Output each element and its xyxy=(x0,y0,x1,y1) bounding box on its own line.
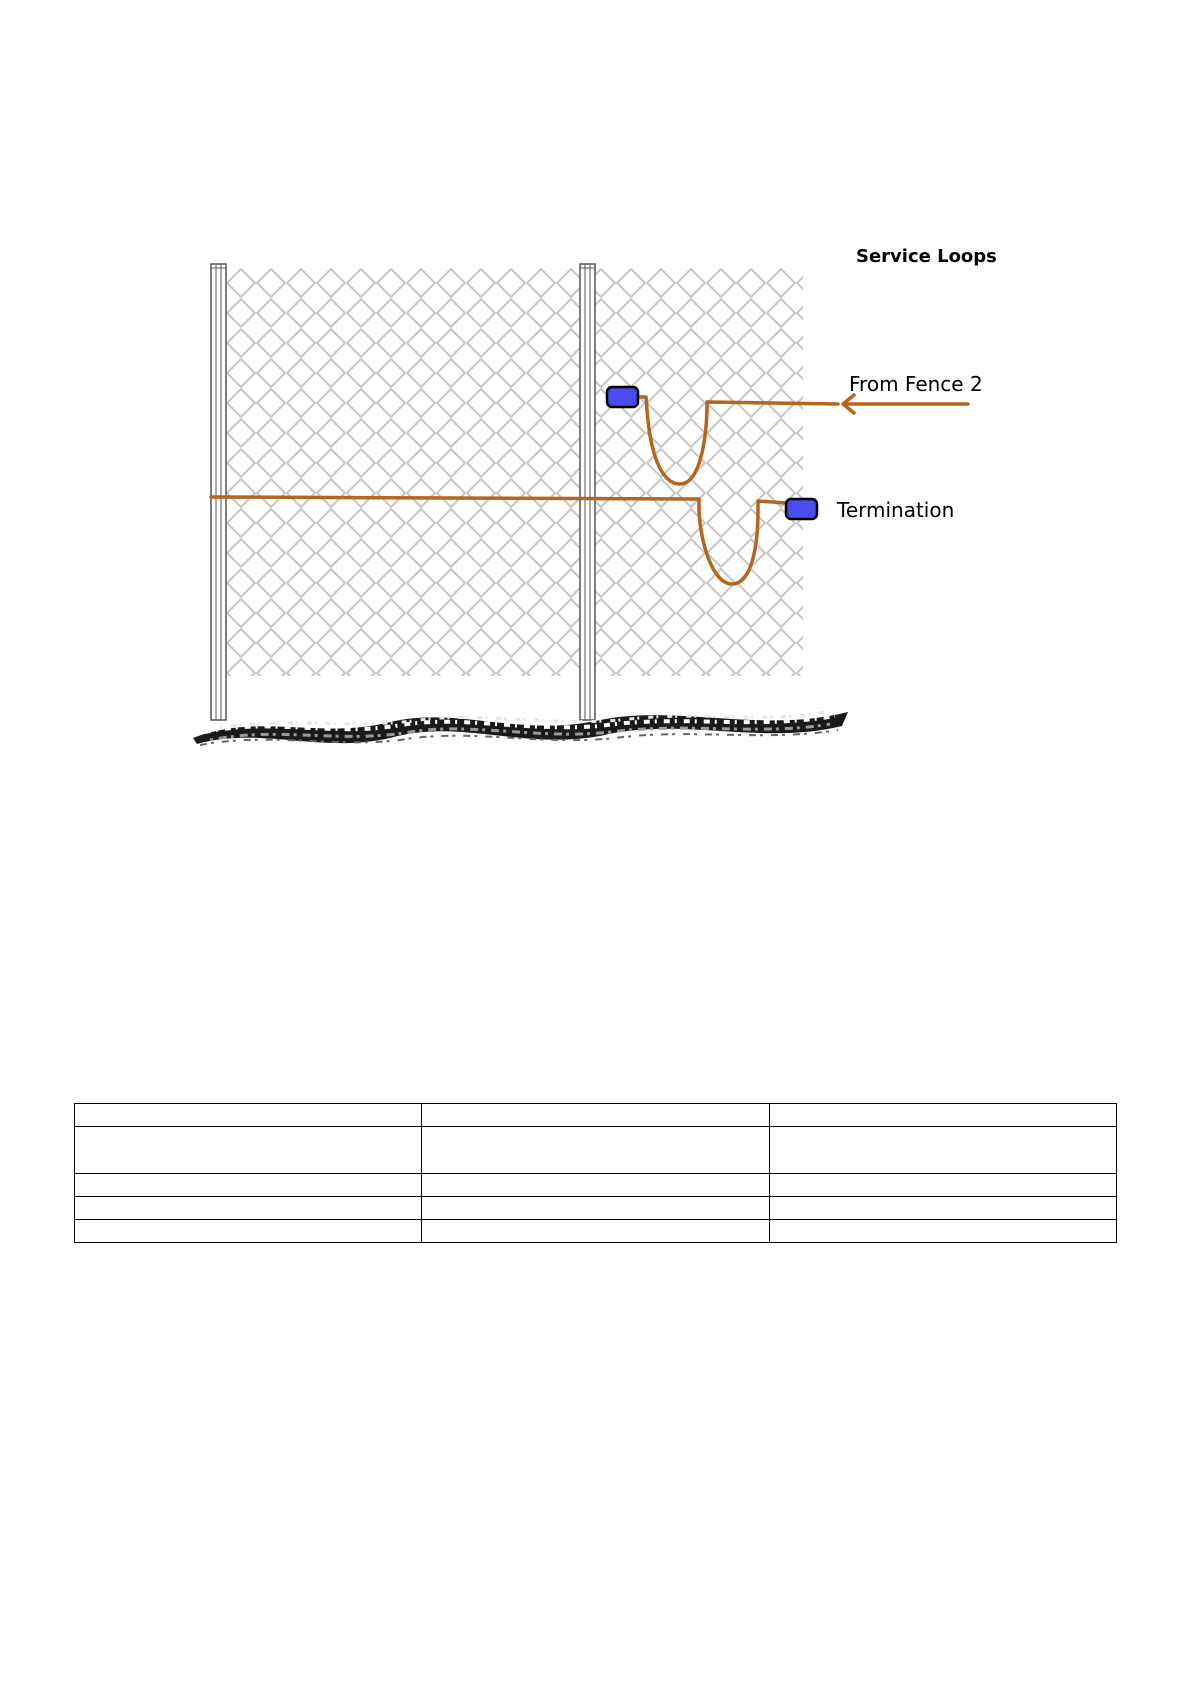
mesh-panel-right xyxy=(593,268,803,676)
table-cell xyxy=(75,1197,422,1220)
label-from-fence: From Fence 2 xyxy=(849,372,983,396)
table-cell xyxy=(422,1174,769,1197)
empty-table xyxy=(74,1103,1117,1243)
table-row xyxy=(75,1127,1117,1174)
diagram-title: Service Loops xyxy=(856,246,997,267)
ground-gravel xyxy=(193,712,848,745)
table-cell xyxy=(422,1197,769,1220)
label-termination: Termination xyxy=(837,498,955,522)
table-cell xyxy=(75,1127,422,1174)
fence-diagram xyxy=(0,0,1192,800)
table-cell xyxy=(75,1174,422,1197)
table-row xyxy=(75,1220,1117,1243)
mesh-panel-left xyxy=(226,268,580,676)
fence-post-left xyxy=(211,264,226,720)
table-cell xyxy=(422,1220,769,1243)
table-cell xyxy=(769,1174,1116,1197)
table-row xyxy=(75,1197,1117,1220)
table-cell xyxy=(769,1197,1116,1220)
table-cell xyxy=(422,1104,769,1127)
table-row xyxy=(75,1104,1117,1127)
table-cell xyxy=(769,1104,1116,1127)
table-cell xyxy=(769,1127,1116,1174)
table-cell xyxy=(422,1127,769,1174)
fence-post-middle xyxy=(580,264,595,720)
table-row xyxy=(75,1174,1117,1197)
table-cell xyxy=(75,1220,422,1243)
terminator-upper xyxy=(607,387,638,407)
table-cell xyxy=(769,1220,1116,1243)
table-cell xyxy=(75,1104,422,1127)
terminator-termination xyxy=(786,499,817,519)
